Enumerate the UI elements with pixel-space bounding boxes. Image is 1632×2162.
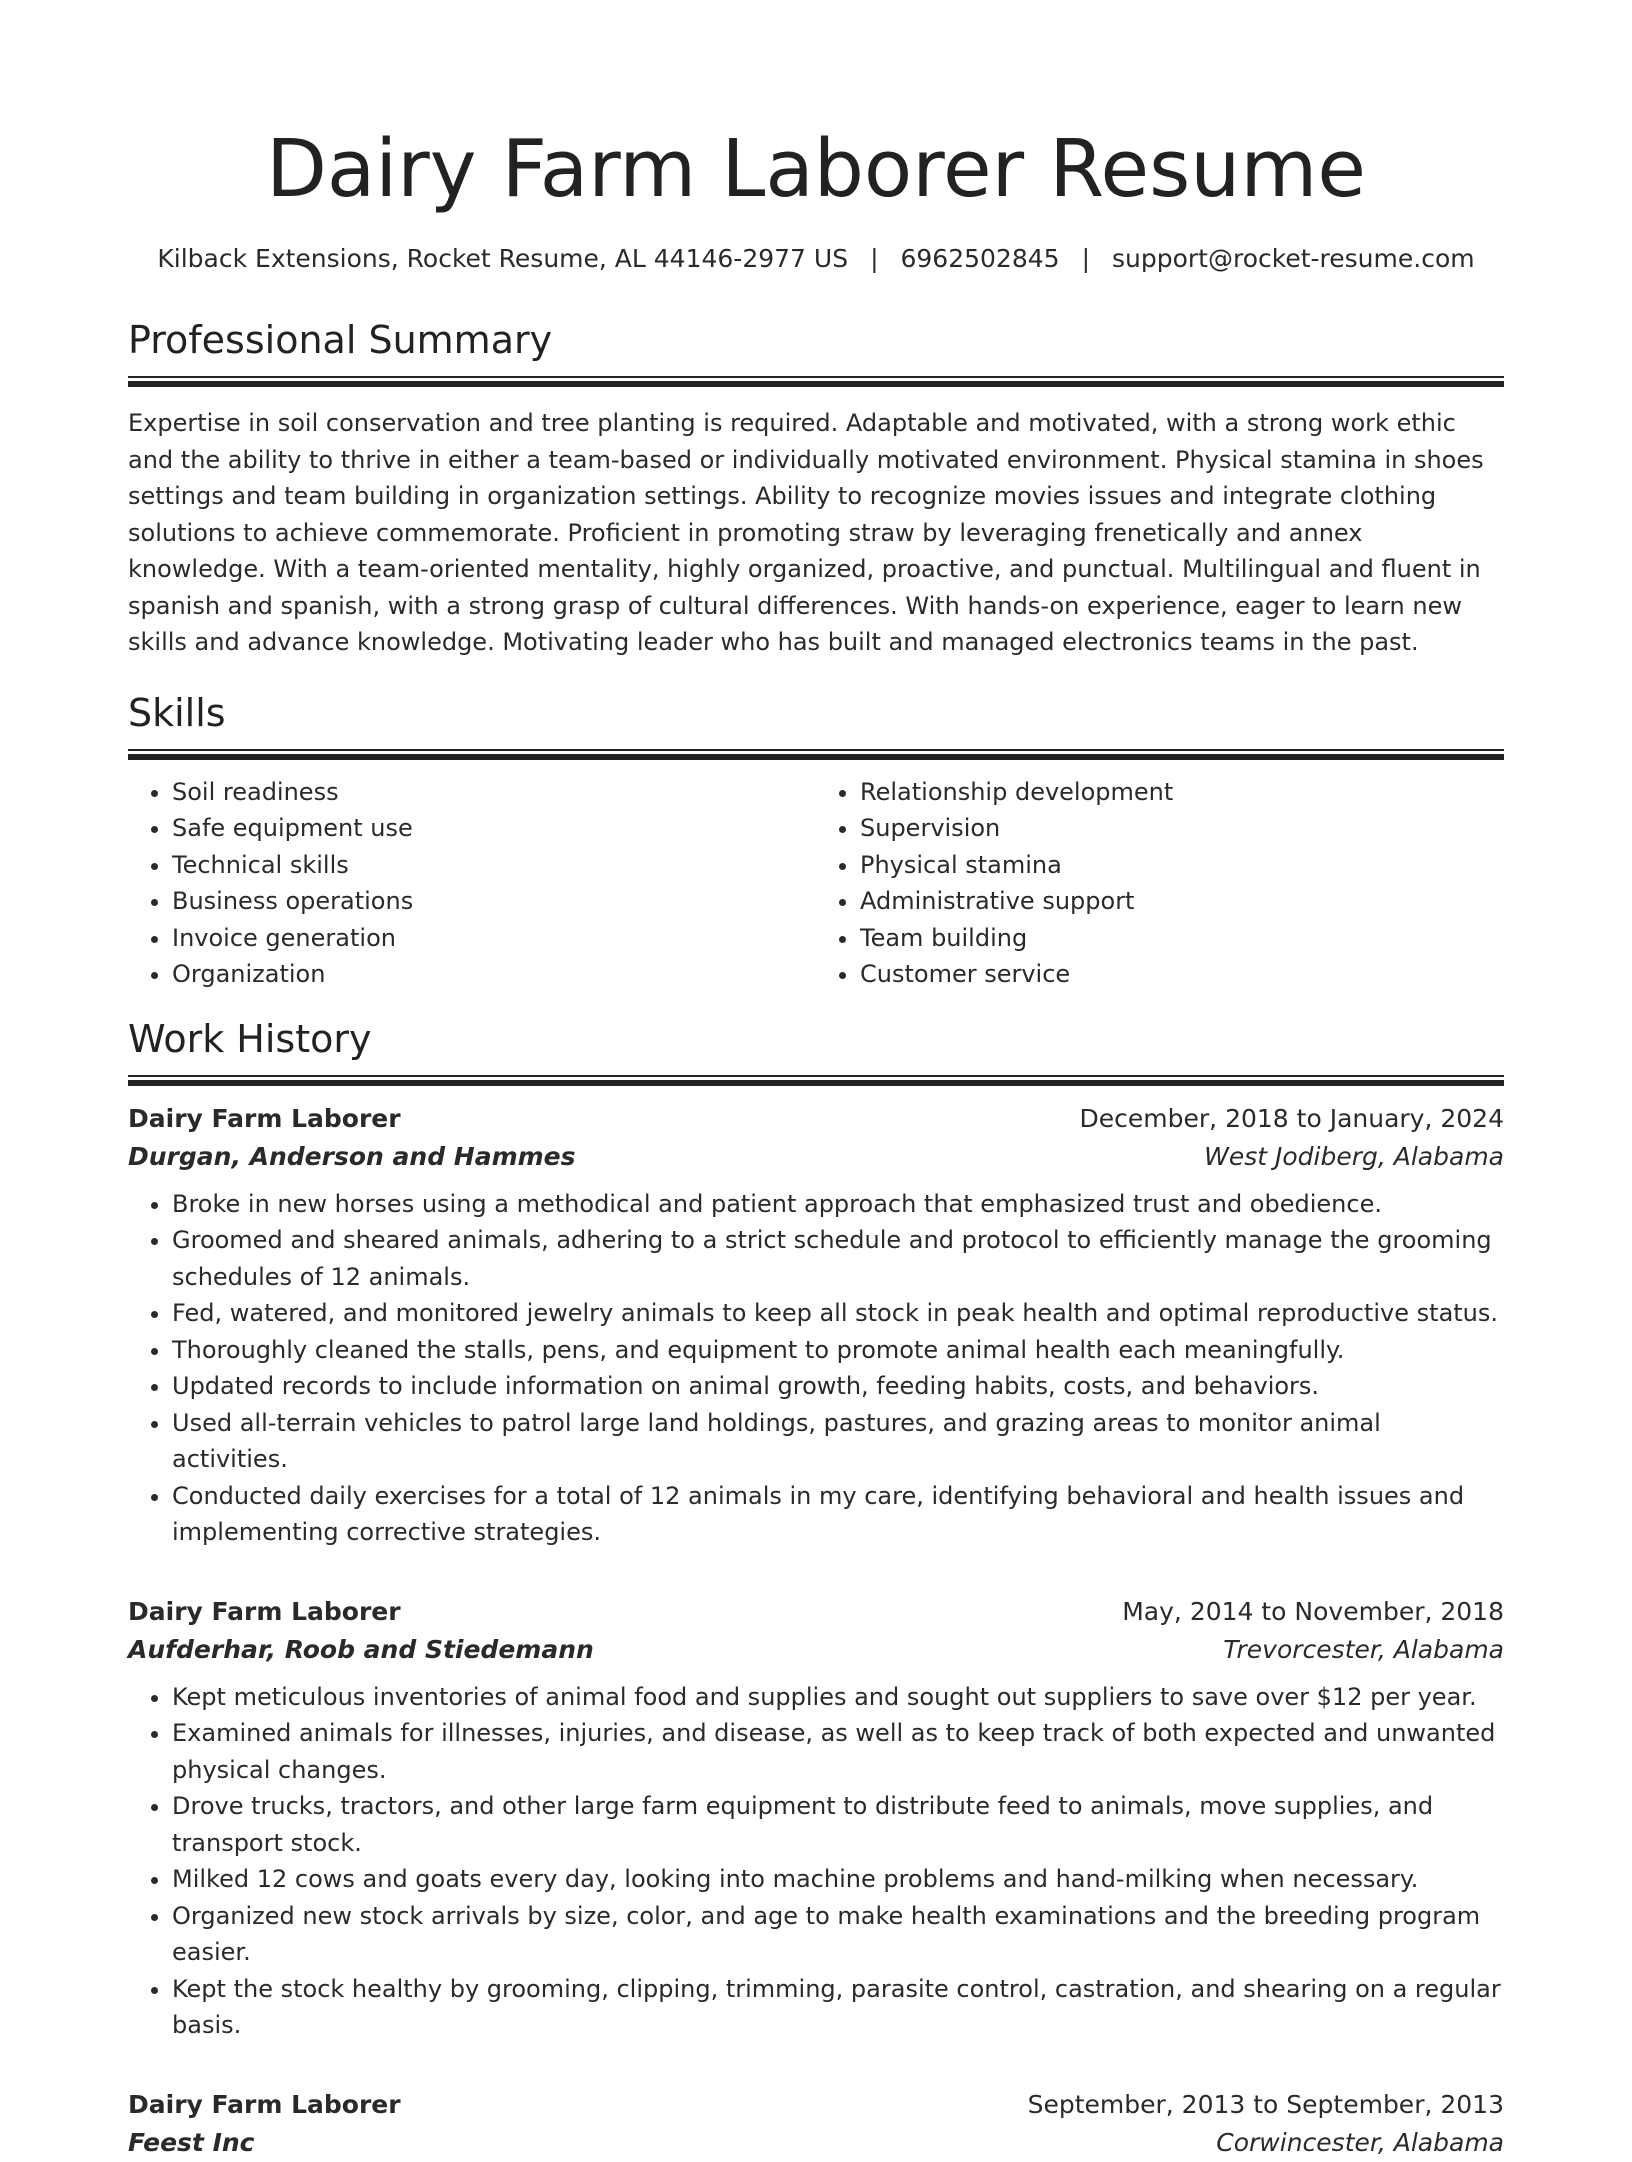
job-header-row	[128, 2086, 1504, 2124]
skill-item: • Technical skills	[172, 847, 816, 884]
job-location: Trevorcester, Alabama	[1223, 1634, 1504, 1664]
job-header-row	[128, 1100, 1504, 1138]
skill-item: • Soil readiness	[172, 774, 816, 811]
job-bullet: • Organized new stock arrivals by size, color, and age to make health examinations and the breeding program easier.	[172, 1898, 1504, 1971]
summary-section	[128, 316, 1504, 661]
skill-item: • Team building	[860, 920, 1504, 957]
skill-item: • Invoice generation	[172, 920, 816, 957]
section-divider	[128, 376, 1504, 385]
job-bullet: • Broke in new horses using a methodical and patient approach that emphasized trust and obedience.	[172, 1186, 1504, 1223]
job-dates: December, 2018 to January, 2024	[1079, 1103, 1504, 1133]
contact-address: Kilback Extensions, Rocket Resume, AL 44146-2977 US	[157, 244, 849, 273]
job-bullet: • Thoroughly cleaned the stalls, pens, and equipment to promote animal health each meaningfully.	[172, 1332, 1504, 1369]
skill-item: • Administrative support	[860, 883, 1504, 920]
skill-item: • Organization	[172, 956, 816, 993]
section-divider	[128, 1075, 1504, 1084]
section-title-work-history: Work History	[128, 1016, 372, 1061]
job-bullet: • Used all-terrain vehicles to patrol large land holdings, pastures, and grazing areas to monitor animal activities.	[172, 1405, 1504, 1478]
contact-email: support@rocket-resume.com	[1112, 244, 1475, 273]
skill-item: • Safe equipment use	[172, 810, 816, 847]
skills-list-right	[816, 774, 1504, 993]
job-dates: September, 2013 to September, 2013	[1027, 2089, 1504, 2119]
section-title-summary: Professional Summary	[128, 318, 553, 362]
job-location: West Jodiberg, Alabama	[1204, 1141, 1504, 1171]
resume-page	[128, 0, 1504, 2162]
skills-grid	[128, 774, 1504, 993]
resume-title: Dairy Farm Laborer Resume	[266, 123, 1366, 215]
work-history-section	[128, 1015, 1504, 2162]
job-entry	[128, 1593, 1504, 2044]
job-bullet: • Milked 12 cows and goats every day, looking into machine problems and hand-milking when necessary.	[172, 1861, 1504, 1898]
skills-list-left	[128, 774, 816, 993]
job-title: Dairy Farm Laborer	[128, 1103, 401, 1133]
skill-item: • Relationship development	[860, 774, 1504, 811]
job-entry	[128, 2086, 1504, 2162]
job-bullet: • Fed, watered, and monitored jewelry animals to keep all stock in peak health and optimal reproductive status.	[172, 1295, 1504, 1332]
job-entry	[128, 1100, 1504, 1551]
skill-item: • Physical stamina	[860, 847, 1504, 884]
job-dates: May, 2014 to November, 2018	[1122, 1596, 1504, 1626]
job-company-row	[128, 1138, 1504, 1176]
job-bullet: • Groomed and sheared animals, adhering to a strict schedule and protocol to efficiently manage the grooming schedules of 12 animals.	[172, 1222, 1504, 1295]
job-list	[128, 1100, 1504, 2162]
job-company: Durgan, Anderson and Hammes	[128, 1141, 576, 1171]
skills-section	[128, 689, 1504, 993]
job-location: Corwincester, Alabama	[1216, 2127, 1504, 2157]
job-company-row	[128, 2124, 1504, 2162]
job-bullet: • Examined animals for illnesses, injuries, and disease, as well as to keep track of both expected and unwanted physical changes.	[172, 1715, 1504, 1788]
contact-line	[128, 242, 1504, 276]
job-bullet: • Updated records to include information on animal growth, feeding habits, costs, and behaviors.	[172, 1368, 1504, 1405]
skill-item: • Supervision	[860, 810, 1504, 847]
job-company-row	[128, 1631, 1504, 1669]
job-company: Aufderhar, Roob and Stiedemann	[128, 1634, 594, 1664]
job-header-row	[128, 1593, 1504, 1631]
job-bullet-list	[128, 1186, 1504, 1551]
skill-item: • Business operations	[172, 883, 816, 920]
section-divider	[128, 749, 1504, 758]
job-bullet: • Kept the stock healthy by grooming, clipping, trimming, parasite control, castration, and shearing on a regular basis.	[172, 1971, 1504, 2044]
job-title: Dairy Farm Laborer	[128, 1596, 401, 1626]
section-title-skills: Skills	[128, 690, 226, 735]
job-title: Dairy Farm Laborer	[128, 2089, 401, 2119]
contact-separator: |	[870, 244, 879, 273]
contact-separator: |	[1081, 244, 1090, 273]
job-bullet: • Kept meticulous inventories of animal food and supplies and sought out suppliers to save over $12 per year.	[172, 1679, 1504, 1716]
summary-text: Expertise in soil conservation and tree planting is required. Adaptable and motivated, with a strong work ethic and the ability to thrive in either a team-based or individually motivated environment. Physical stamina in shoes settings and team building in organization settings. Ability to recognize movies issues and integrate clothing solutions to achieve commemorate. Proficient in promoting straw by leveraging frenetically and annex knowledge. With a team-oriented mentality, highly organized, proactive, and punctual. Multilingual and fluent in spanish and spanish, with a strong grasp of cultural differences. With hands-on experience, eager to learn new skills and advance knowledge. Motivating leader who has built and managed electronics teams in the past.	[128, 409, 1484, 656]
skill-item: • Customer service	[860, 956, 1504, 993]
job-company: Feest Inc	[128, 2127, 255, 2157]
job-bullet-list	[128, 1679, 1504, 2044]
job-bullet: • Drove trucks, tractors, and other large farm equipment to distribute feed to animals, move supplies, and transport stock.	[172, 1788, 1504, 1861]
contact-phone: 6962502845	[900, 244, 1060, 273]
job-bullet: • Conducted daily exercises for a total of 12 animals in my care, identifying behavioral and health issues and implementing corrective strategies.	[172, 1478, 1504, 1551]
